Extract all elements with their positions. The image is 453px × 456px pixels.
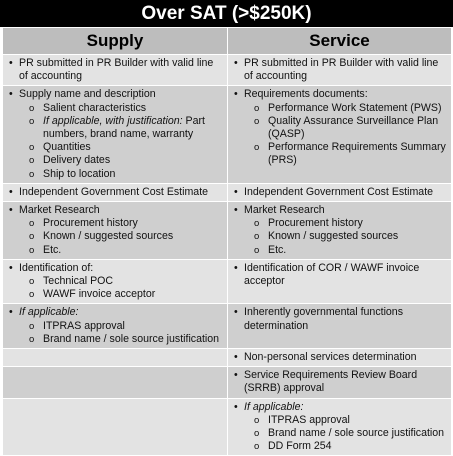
sub-item: o Known / suggested sources bbox=[266, 230, 447, 243]
item-text: Market Research bbox=[244, 204, 325, 217]
sub-item: o Brand name / sole source justification bbox=[41, 333, 223, 346]
list-item: • PR submitted in PR Builder with valid line of accounting bbox=[242, 57, 447, 83]
sub-item: o Quantities bbox=[41, 141, 223, 154]
sub-item: o Performance Work Statement (PWS) bbox=[266, 102, 447, 115]
item-text: If applicable: bbox=[19, 306, 79, 319]
sub-item-text: Part bbox=[185, 114, 205, 127]
empty-cell bbox=[3, 367, 228, 398]
list-item: • Identification of COR / WAWF invoice acceptor bbox=[242, 262, 447, 288]
item-text: Market Research bbox=[19, 204, 100, 217]
service-cell bbox=[228, 183, 452, 201]
sub-item: o ITPRAS approval bbox=[41, 320, 223, 333]
supply-cell bbox=[3, 55, 228, 86]
list-item: • Independent Government Cost Estimate bbox=[17, 186, 223, 199]
table-row bbox=[3, 259, 452, 304]
service-cell bbox=[228, 367, 452, 398]
list-item bbox=[242, 401, 447, 454]
service-cell bbox=[228, 202, 452, 260]
list-item bbox=[17, 262, 223, 302]
item-text: Supply name and description bbox=[19, 88, 156, 101]
sub-item: o Etc. bbox=[266, 244, 447, 257]
list-item: • Service Requirements Review Board (SRRB) approval bbox=[242, 369, 447, 395]
supply-cell bbox=[3, 183, 228, 201]
sub-item: o Technical POC bbox=[41, 275, 223, 288]
table-row bbox=[3, 398, 452, 456]
sub-item: o Brand name / sole source justification bbox=[266, 427, 447, 440]
table-row bbox=[3, 304, 452, 349]
requirements-table bbox=[2, 27, 452, 456]
sub-item: o Etc. bbox=[41, 244, 223, 257]
item-text: Identification of: bbox=[19, 261, 94, 274]
sub-item bbox=[41, 115, 223, 141]
service-cell bbox=[228, 349, 452, 367]
service-cell bbox=[228, 86, 452, 183]
sub-item-text: numbers, brand name, warranty bbox=[43, 128, 194, 141]
sub-item: o WAWF invoice acceptor bbox=[41, 288, 223, 301]
item-text: If applicable: bbox=[244, 400, 304, 413]
service-cell bbox=[228, 398, 452, 456]
italic-prefix: If applicable, with justification: bbox=[43, 114, 183, 127]
table-row bbox=[3, 55, 452, 86]
supply-cell bbox=[3, 202, 228, 260]
table-row bbox=[3, 349, 452, 367]
list-item: • PR submitted in PR Builder with valid line of accounting bbox=[17, 57, 223, 83]
empty-cell bbox=[3, 398, 228, 456]
table-row bbox=[3, 183, 452, 201]
list-item bbox=[17, 306, 223, 346]
table-row bbox=[3, 202, 452, 260]
empty-cell bbox=[3, 349, 228, 367]
page-title: Over SAT (>$250K) bbox=[0, 0, 453, 27]
list-item bbox=[242, 88, 447, 167]
table-row bbox=[3, 86, 452, 183]
sub-item: o Salient characteristics bbox=[41, 102, 223, 115]
service-cell bbox=[228, 55, 452, 86]
service-cell bbox=[228, 304, 452, 349]
sub-item: o Procurement history bbox=[41, 217, 223, 230]
supply-cell bbox=[3, 304, 228, 349]
item-text: Requirements documents: bbox=[244, 88, 368, 101]
sub-item: o Ship to location bbox=[41, 168, 223, 181]
list-item: • Non-personal services determination bbox=[242, 351, 447, 364]
service-cell bbox=[228, 259, 452, 304]
sub-item: o Performance Requirements Summary (PRS) bbox=[266, 141, 447, 167]
list-item: • Inherently governmental functions determination bbox=[242, 306, 447, 332]
supply-cell bbox=[3, 259, 228, 304]
sub-item: o Delivery dates bbox=[41, 154, 223, 167]
column-header-service: Service bbox=[228, 28, 452, 55]
sub-item: o ITPRAS approval bbox=[266, 414, 447, 427]
list-item bbox=[242, 204, 447, 257]
list-item bbox=[17, 88, 223, 180]
supply-cell bbox=[3, 86, 228, 183]
list-item bbox=[17, 204, 223, 257]
sub-item: o Quality Assurance Surveillance Plan (QASP) bbox=[266, 115, 447, 141]
sub-item: o DD Form 254 bbox=[266, 440, 447, 453]
table-row bbox=[3, 367, 452, 398]
header-row bbox=[3, 28, 452, 55]
sub-item: o Procurement history bbox=[266, 217, 447, 230]
list-item: • Independent Government Cost Estimate bbox=[242, 186, 447, 199]
column-header-supply: Supply bbox=[3, 28, 228, 55]
sub-item: o Known / suggested sources bbox=[41, 230, 223, 243]
